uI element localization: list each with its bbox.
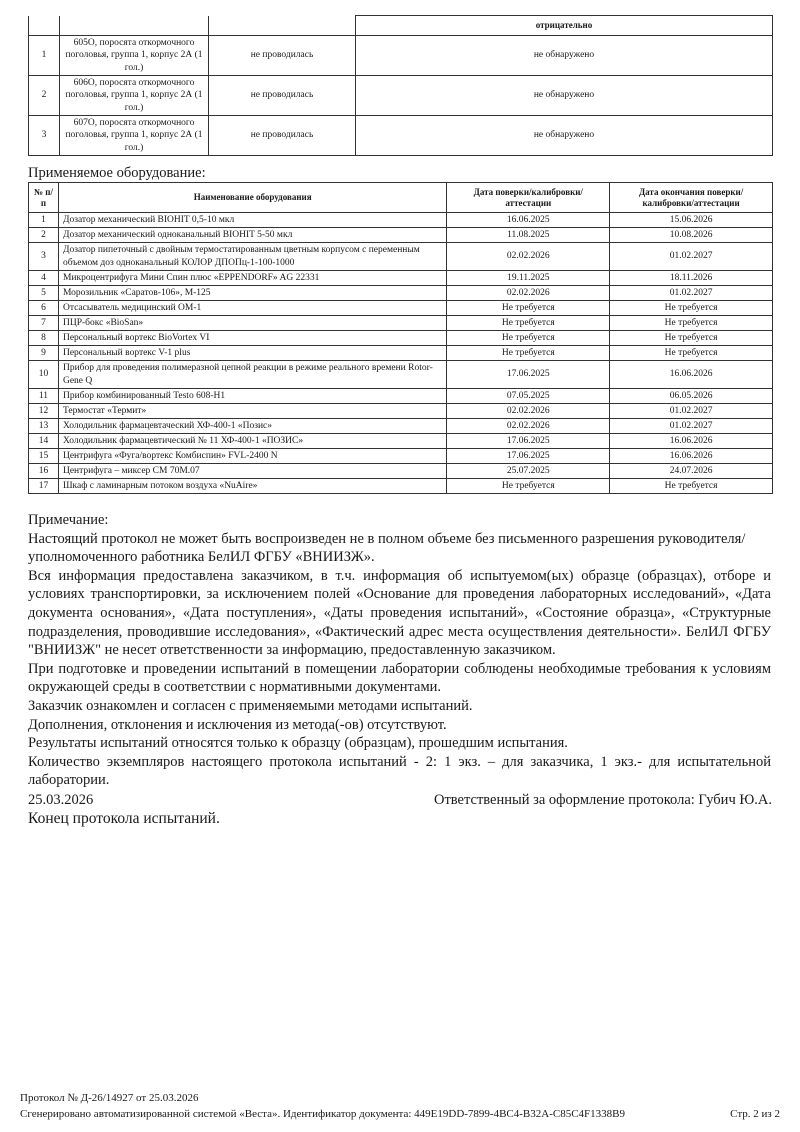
row-number: 2 bbox=[29, 76, 60, 116]
note-paragraph: Результаты испытаний относятся только к образцу (образцам), прошедшим испытания. bbox=[28, 735, 568, 752]
table-row bbox=[29, 301, 773, 316]
calibration-date: 17.06.2025 bbox=[447, 361, 610, 389]
equipment-name: Дозатор механический BIOHIT 0,5-10 мкл bbox=[58, 213, 446, 228]
equipment-number: 13 bbox=[29, 419, 59, 434]
result-header: отрицательно bbox=[356, 16, 773, 36]
calibration-date: Не требуется bbox=[447, 316, 610, 331]
equipment-name: Отсасыватель медицинский ОМ-1 bbox=[58, 301, 446, 316]
equipment-number: 15 bbox=[29, 449, 59, 464]
equipment-number: 14 bbox=[29, 434, 59, 449]
table-row bbox=[29, 316, 773, 331]
signature-date: 25.03.2026 bbox=[28, 792, 94, 808]
table-row bbox=[29, 449, 773, 464]
header-cell-empty bbox=[60, 16, 209, 36]
calibration-end-date: 16.06.2026 bbox=[610, 449, 773, 464]
equipment-number: 7 bbox=[29, 316, 59, 331]
row-number: 1 bbox=[29, 36, 60, 76]
table-row bbox=[29, 228, 773, 243]
calibration-end-date: Не требуется bbox=[610, 316, 773, 331]
table-row bbox=[29, 76, 773, 116]
calibration-end-date: 16.06.2026 bbox=[610, 361, 773, 389]
header-number: № п/п bbox=[29, 183, 59, 213]
equipment-name: Холодильник фармацевтический № 11 ХФ-400-1 «ПОЗИС» bbox=[58, 434, 446, 449]
table-row bbox=[29, 404, 773, 419]
calibration-end-date: 01.02.2027 bbox=[610, 419, 773, 434]
header-cell-empty bbox=[209, 16, 356, 36]
note-paragraph: При подготовке и проведении испытаний в помещении лаборатории соблюдены необходимые требования к условиям окружающей среды в соответствии с нормативными документами. bbox=[28, 660, 771, 696]
calibration-end-date: 18.11.2026 bbox=[610, 271, 773, 286]
notes-title: Примечание: bbox=[28, 512, 109, 528]
calibration-end-date: Не требуется bbox=[610, 301, 773, 316]
table-row bbox=[29, 346, 773, 361]
note-paragraph: Дополнения, отклонения и исключения из метода(-ов) отсутствуют. bbox=[28, 716, 447, 733]
table-row bbox=[29, 271, 773, 286]
sample-description: 607О, поросята откормочного поголовья, группа 1, корпус 2А (1 гол.) bbox=[60, 116, 209, 156]
note-paragraph: Количество экземпляров настоящего протокола испытаний - 2: 1 экз. – для заказчика, 1 экз.- для испытательной лаборатории. bbox=[28, 753, 771, 789]
note-paragraph: Заказчик ознакомлен и согласен с применяемыми методами испытаний. bbox=[28, 697, 473, 714]
test-status: не проводилась bbox=[209, 116, 356, 156]
calibration-end-date: 01.02.2027 bbox=[610, 243, 773, 271]
equipment-header-row bbox=[29, 183, 773, 213]
table-row bbox=[29, 213, 773, 228]
equipment-section-title: Применяемое оборудование: bbox=[28, 165, 206, 181]
calibration-date: 02.02.2026 bbox=[447, 243, 610, 271]
calibration-date: 11.08.2025 bbox=[447, 228, 610, 243]
footer-page-number: Стр. 2 из 2 bbox=[730, 1108, 780, 1120]
calibration-date: 16.06.2025 bbox=[447, 213, 610, 228]
equipment-name: Центрифуга – миксер СМ 70М.07 bbox=[58, 464, 446, 479]
equipment-table bbox=[28, 182, 773, 494]
calibration-date: Не требуется bbox=[447, 479, 610, 494]
equipment-name: Персональный вортекс V-1 plus bbox=[58, 346, 446, 361]
table-row bbox=[29, 464, 773, 479]
equipment-number: 8 bbox=[29, 331, 59, 346]
results-table bbox=[28, 15, 773, 156]
calibration-date: 19.11.2025 bbox=[447, 271, 610, 286]
header-calibration-end-date: Дата окончания поверки/калибровки/аттестации bbox=[610, 183, 773, 213]
equipment-name: Прибор для проведения полимеразной цепной реакции в режиме реального времени Rotor-Gene Q bbox=[58, 361, 446, 389]
note-paragraph: Настоящий протокол не может быть воспроизведен не в полном объеме без письменного разрешения руководителя/уполномоченного работника БелИЛ ФГБУ «ВНИИЗЖ». bbox=[28, 530, 746, 566]
calibration-date: Не требуется bbox=[447, 301, 610, 316]
table-row bbox=[29, 331, 773, 346]
equipment-name: Микроцентрифуга Мини Спин плюс «EPPENDORF» AG 22331 bbox=[58, 271, 446, 286]
table-row bbox=[29, 243, 773, 271]
header-cell-empty bbox=[29, 16, 60, 36]
results-table-header-row bbox=[29, 16, 773, 36]
equipment-number: 16 bbox=[29, 464, 59, 479]
table-row bbox=[29, 434, 773, 449]
table-row bbox=[29, 389, 773, 404]
equipment-number: 10 bbox=[29, 361, 59, 389]
note-paragraph: Вся информация предоставлена заказчиком, в т.ч. информация об испытуемом(ых) образце (образцах), отборе и условиях транспортировки, за исключением полей «Основание для проведения лабораторных исследований», «Дата документа основания», «Дата поступления», «Даты проведения испытаний», «Состояние образца», «Структурные подразделения, проводившие исследования», «Фактический адрес места осуществления деятельности». БелИЛ ФГБУ "ВНИИЗЖ" не несет ответственности за информацию, предоставленную заказчиком. bbox=[28, 567, 771, 659]
equipment-number: 11 bbox=[29, 389, 59, 404]
equipment-table-body bbox=[29, 213, 773, 494]
test-status: не проводилась bbox=[209, 36, 356, 76]
equipment-number: 9 bbox=[29, 346, 59, 361]
table-row bbox=[29, 479, 773, 494]
calibration-date: Не требуется bbox=[447, 331, 610, 346]
sample-description: 606О, поросята откормочного поголовья, группа 1, корпус 2А (1 гол.) bbox=[60, 76, 209, 116]
notes-section bbox=[28, 511, 771, 790]
equipment-number: 6 bbox=[29, 301, 59, 316]
equipment-number: 12 bbox=[29, 404, 59, 419]
test-result: не обнаружено bbox=[356, 36, 773, 76]
equipment-number: 3 bbox=[29, 243, 59, 271]
table-row bbox=[29, 419, 773, 434]
calibration-date: Не требуется bbox=[447, 346, 610, 361]
calibration-date: 02.02.2026 bbox=[447, 419, 610, 434]
table-row bbox=[29, 286, 773, 301]
equipment-name: Холодильник фармацевтаческий ХФ-400-1 «Позис» bbox=[58, 419, 446, 434]
calibration-date: 17.06.2025 bbox=[447, 434, 610, 449]
equipment-number: 1 bbox=[29, 213, 59, 228]
test-result: не обнаружено bbox=[356, 116, 773, 156]
footer-generated-info: Сгенерировано автоматизированной системой «Веста». Идентификатор документа: 449E19DD-7899-4BC4-B32A-C85C4F1338B9 bbox=[20, 1108, 625, 1120]
equipment-number: 2 bbox=[29, 228, 59, 243]
table-row bbox=[29, 361, 773, 389]
equipment-number: 4 bbox=[29, 271, 59, 286]
row-number: 3 bbox=[29, 116, 60, 156]
protocol-end-text: Конец протокола испытаний. bbox=[28, 810, 220, 827]
calibration-date: 25.07.2025 bbox=[447, 464, 610, 479]
equipment-name: Шкаф с ламинарным потоком воздуха «NuAire» bbox=[58, 479, 446, 494]
calibration-end-date: Не требуется bbox=[610, 346, 773, 361]
equipment-number: 5 bbox=[29, 286, 59, 301]
calibration-end-date: Не требуется bbox=[610, 331, 773, 346]
header-calibration-date: Дата поверки/калибровки/аттестации bbox=[447, 183, 610, 213]
table-row bbox=[29, 116, 773, 156]
footer-protocol-number: Протокол № Д-26/14927 от 25.03.2026 bbox=[20, 1092, 199, 1104]
test-result: не обнаружено bbox=[356, 76, 773, 116]
equipment-name: Прибор комбинированный Testo 608-H1 bbox=[58, 389, 446, 404]
table-row bbox=[29, 36, 773, 76]
equipment-number: 17 bbox=[29, 479, 59, 494]
calibration-date: 17.06.2025 bbox=[447, 449, 610, 464]
responsible-person: Ответственный за оформление протокола: Губич Ю.А. bbox=[433, 792, 772, 808]
equipment-name: Дозатор пипеточный с двойным термостатированным цветным корпусом с переменным объемом доз одноканальный КОЛОР ДПОПц-1-100-1000 bbox=[58, 243, 446, 271]
sample-description: 605О, поросята откормочного поголовья, группа 1, корпус 2А (1 гол.) bbox=[60, 36, 209, 76]
equipment-name: Центрифуга «Фуга/вортекс Комбиспин» FVL-2400 N bbox=[58, 449, 446, 464]
calibration-date: 07.05.2025 bbox=[447, 389, 610, 404]
equipment-name: ПЦР-бокс «BioSan» bbox=[58, 316, 446, 331]
calibration-end-date: 16.06.2026 bbox=[610, 434, 773, 449]
calibration-end-date: 15.06.2026 bbox=[610, 213, 773, 228]
equipment-name: Дозатор механический одноканальный BIOHIT 5-50 мкл bbox=[58, 228, 446, 243]
equipment-name: Персональный вортекс BioVortex VI bbox=[58, 331, 446, 346]
calibration-end-date: 10.08.2026 bbox=[610, 228, 773, 243]
test-status: не проводилась bbox=[209, 76, 356, 116]
calibration-end-date: 01.02.2027 bbox=[610, 286, 773, 301]
header-name: Наименование оборудования bbox=[58, 183, 446, 213]
calibration-date: 02.02.2026 bbox=[447, 286, 610, 301]
equipment-name: Морозильник «Саратов-106», М-125 bbox=[58, 286, 446, 301]
calibration-end-date: 06.05.2026 bbox=[610, 389, 773, 404]
equipment-name: Термостат «Термит» bbox=[58, 404, 446, 419]
calibration-end-date: Не требуется bbox=[610, 479, 773, 494]
calibration-date: 02.02.2026 bbox=[447, 404, 610, 419]
calibration-end-date: 01.02.2027 bbox=[610, 404, 773, 419]
calibration-end-date: 24.07.2026 bbox=[610, 464, 773, 479]
